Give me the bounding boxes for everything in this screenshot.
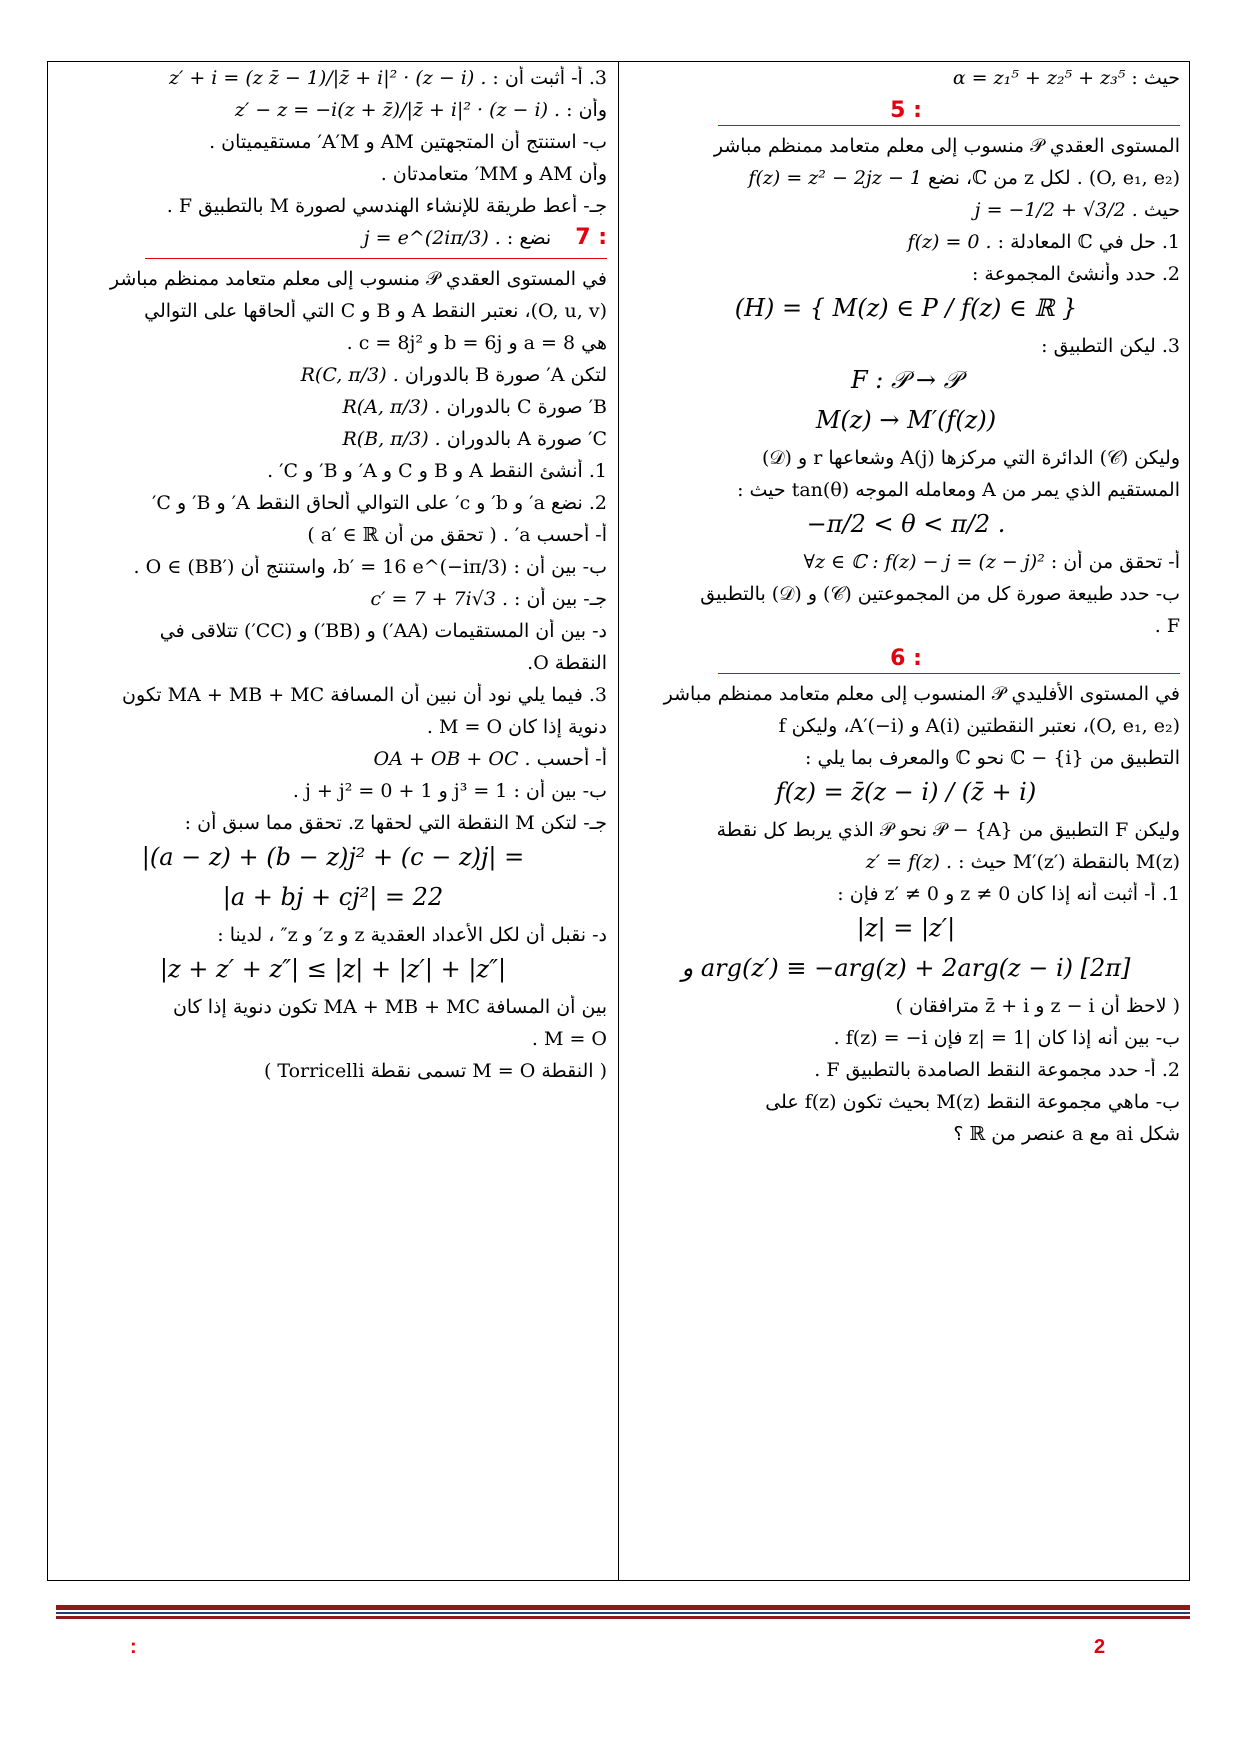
line-text: جـ- لتكن M النقطة التي لحقها z. تحقق مما سبق أن : xyxy=(184,812,607,834)
line-text: في المستوى الأفليدي 𝒫 المنسوب إلى معلم متعامد ممنظم مباشر xyxy=(663,683,1180,705)
line-text: وليكن F التطبيق من 𝒫 − {A} نحو 𝒫 الذي يربط كل نقطة xyxy=(716,819,1180,841)
line-text: أ- تحقق من أن : xyxy=(1050,551,1180,573)
line-text: 1. حل في ℂ المعادلة : xyxy=(997,231,1180,253)
text-line xyxy=(59,1059,607,1083)
line-text: نضع : xyxy=(506,227,552,249)
inline-formula: R(A, π/3) . xyxy=(342,396,441,418)
line-text: 3. فيما يلي نود أن نبين أن المسافة MA + MB + MC تكون xyxy=(122,684,607,706)
text-line xyxy=(59,299,607,323)
line-text: C′ صورة A بالدوران xyxy=(446,428,607,450)
inline-formula: R(B, π/3) . xyxy=(342,428,441,450)
line-text: ب- بين أن : b′ = 16 e^(−iπ/3)، واستنتج أن O ∈ (BB′) . xyxy=(133,556,607,578)
text-line xyxy=(59,619,607,643)
line-text: النقطة O. xyxy=(527,652,607,674)
line-text: (O, e₁, e₂) . لكل z من ℂ، نضع xyxy=(928,167,1180,189)
text-line xyxy=(632,1090,1180,1114)
display-formula: و arg(z′) ≡ −arg(z) + 2arg(z − i) [2π] xyxy=(681,954,1131,982)
exercise-rule xyxy=(145,258,607,259)
text-line xyxy=(632,850,1180,874)
inline-formula: ∀z ∈ ℂ : f(z) − j = (z − j)² xyxy=(803,551,1045,573)
text-line xyxy=(59,66,607,90)
exercise-rule xyxy=(718,125,1180,126)
line-text: (O, u, v)، نعتبر النقط A و B و C التي ألحاقها على التوالي xyxy=(144,300,607,322)
inline-formula: j = −1/2 + √3/2 . xyxy=(974,199,1138,221)
exercise-7-line xyxy=(59,226,607,250)
line-text: حيث xyxy=(1143,199,1180,221)
line-text: وليكن (𝒞) الدائرة التي مركزها A(j) وشعاعها r و (𝒟) xyxy=(761,447,1180,469)
line-text: B′ صورة C بالدوران xyxy=(446,396,607,418)
line-text: 2. نضع a′ و b′ و c′ على التوالي ألحاق النقط A′ و B′ و C′ xyxy=(152,492,607,514)
text-line xyxy=(632,262,1180,286)
line-text: وأن AM و MM′ متعامدتان . xyxy=(380,163,607,185)
text-line xyxy=(59,923,607,947)
display-formula: |(a − z) + (b − z)j² + (c − z)j| = xyxy=(141,843,525,871)
exercise-heading: : 6 xyxy=(890,646,922,671)
text-line xyxy=(632,1122,1180,1146)
text-line xyxy=(632,334,1180,358)
exercise-heading: : 5 xyxy=(890,98,922,123)
text-line xyxy=(632,1058,1180,1082)
text-line xyxy=(632,818,1180,842)
line-text: M = O . xyxy=(531,1028,607,1050)
text-line xyxy=(59,162,607,186)
text-line xyxy=(59,363,607,387)
text-line xyxy=(59,587,607,611)
text-line xyxy=(59,715,607,739)
line-text: 3. ليكن التطبيق : xyxy=(1041,335,1180,357)
text-line xyxy=(59,491,607,515)
display-formula: |z + z′ + z″| ≤ |z| + |z′| + |z″| xyxy=(159,955,507,983)
text-line xyxy=(632,446,1180,470)
inline-formula: z′ + i = (z z̄ − 1)/|z̄ + i|² · (z − i) . xyxy=(168,67,487,89)
line-text: (O, e₁, e₂)، نعتبر النقطتين A(i) و A′(−i)، وليكن f xyxy=(778,715,1180,737)
line-text: المستوى العقدي 𝒫 منسوب إلى معلم متعامد ممنظم مباشر xyxy=(713,135,1180,157)
display-formula: F : 𝒫 → 𝒫 xyxy=(851,366,961,394)
text-line xyxy=(59,747,607,771)
text-line xyxy=(59,331,607,355)
text-line xyxy=(59,130,607,154)
text-line xyxy=(59,395,607,419)
line-text: 2. أ- حدد مجموعة النقط الصامدة بالتطبيق F . xyxy=(814,1059,1180,1081)
display-formula: |z| = |z′| xyxy=(856,914,956,942)
line-text: جـ- بين أن : xyxy=(514,588,607,610)
text-line xyxy=(632,714,1180,738)
text-line xyxy=(59,555,607,579)
line-text: المستقيم الذي يمر من A ومعامله الموجه tan(θ) حيث : xyxy=(737,479,1180,501)
exercise-rule xyxy=(718,673,1180,674)
line-text: في المستوى العقدي 𝒫 منسوب إلى معلم متعامد ممنظم مباشر xyxy=(109,268,607,290)
text-line xyxy=(59,523,607,547)
line-text: ( النقطة M = O تسمى نقطة Torricelli ) xyxy=(263,1060,607,1082)
footer-colon: : xyxy=(130,1636,137,1658)
text-line xyxy=(632,230,1180,254)
text-line xyxy=(59,811,607,835)
text-line xyxy=(59,427,607,451)
inline-formula: z′ = f(z) . xyxy=(865,851,953,873)
line-text: ب- ماهي مجموعة النقط M(z) بحيث تكون f(z) على xyxy=(765,1091,1180,1113)
text-line xyxy=(59,267,607,291)
page-number: 2 xyxy=(1094,1636,1106,1658)
inline-formula: j = e^(2iπ/3) . xyxy=(363,227,501,249)
text-line xyxy=(632,682,1180,706)
line-text: M(z) بالنقطة M′(z′) حيث : xyxy=(958,851,1180,873)
text-line xyxy=(632,550,1180,574)
left-column xyxy=(55,66,611,1091)
footer-rule xyxy=(56,1605,1190,1610)
text-line xyxy=(632,614,1180,638)
footer-rule-bottom xyxy=(56,1616,1190,1619)
text-line xyxy=(59,1027,607,1051)
line-text: د- بين أن المستقيمات (AA′) و (BB′) و (CC′) تتلاقى في xyxy=(159,620,607,642)
line-text: لتكن A′ صورة B بالدوران xyxy=(404,364,607,386)
line-text: هي a = 8 و b = 6j و c = 8j² . xyxy=(346,332,607,354)
line-text: وأن : xyxy=(566,99,607,121)
text-line xyxy=(59,98,607,122)
text-line xyxy=(59,995,607,1019)
footer-rule-blue xyxy=(56,1612,1190,1614)
text-line xyxy=(59,194,607,218)
display-formula: (H) = { M(z) ∈ P / f(z) ∈ ℝ } xyxy=(734,294,1078,322)
line-text: 2. حدد وأنشئ المجموعة : xyxy=(971,263,1180,285)
text-line xyxy=(59,683,607,707)
line-text: التطبيق من ℂ − {i} نحو ℂ والمعرف بما يلي : xyxy=(805,747,1180,769)
text-line xyxy=(632,478,1180,502)
text-line xyxy=(632,746,1180,770)
line-text: د- نقبل أن لكل الأعداد العقدية z و z′ و z″ ، لدينا : xyxy=(217,924,607,946)
line-text: 1. أنشئ النقط A و B و C و A′ و B′ و C′ . xyxy=(267,460,607,482)
display-formula: |a + bj + cj²| = 22 xyxy=(222,883,444,911)
exercise-heading: : 7 xyxy=(575,226,607,250)
inline-formula: z′ − z = −i(z + z̄)/|z̄ + i|² · (z − i) . xyxy=(234,99,561,121)
line-text: حيث : xyxy=(1131,67,1180,89)
text-line xyxy=(632,166,1180,190)
text-line xyxy=(59,651,607,675)
inline-formula: f(z) = 0 . xyxy=(907,231,992,253)
line-text: أ- أحسب xyxy=(536,748,607,770)
text-line xyxy=(632,994,1180,1018)
text-line xyxy=(632,134,1180,158)
line-text: شكل ai مع a عنصر من ℝ ؟ xyxy=(953,1123,1180,1145)
line-text: 1. أ- أثبت أنه إذا كان z ≠ 0 و z′ ≠ 0 فإن : xyxy=(837,883,1180,905)
text-line xyxy=(632,198,1180,222)
display-formula: −π/2 < θ < π/2 . xyxy=(806,510,1006,538)
line-text: F . xyxy=(1154,615,1180,637)
inline-formula: c′ = 7 + 7i√3 . xyxy=(370,588,508,610)
line-text: ب- حدد طبيعة صورة كل من المجموعتين (𝒞) و (𝒟) بالتطبيق xyxy=(700,583,1180,605)
line-text: جـ- أعط طريقة للإنشاء الهندسي لصورة M بالتطبيق F . xyxy=(166,195,607,217)
line-text: ب- استنتج أن المتجهتين AM و A′M′ مستقيميتان . xyxy=(209,131,607,153)
line-text: ب- بين أن : j³ = 1 و 1 + j + j² = 0 . xyxy=(292,780,607,802)
line-text: ( لاحظ أن z − i و z̄ + i مترافقان ) xyxy=(895,995,1180,1017)
line-text: ب- بين أنه إذا كان |z| = 1 فإن f(z) = −i . xyxy=(833,1027,1180,1049)
inline-formula: α = z₁⁵ + z₂⁵ + z₃⁵ xyxy=(952,67,1126,89)
inline-formula: OA + OB + OC . xyxy=(373,748,531,770)
line-text: دنوية إذا كان M = O . xyxy=(426,716,607,738)
display-formula: f(z) = z̄(z − i) / (z̄ + i) xyxy=(775,778,1037,806)
inline-formula: f(z) = z² − 2jz − 1 xyxy=(748,167,922,189)
text-line xyxy=(632,882,1180,906)
line-text: 3. أ- أثبت أن : xyxy=(492,67,607,89)
text-line xyxy=(632,66,1180,90)
line-text: بين أن المسافة MA + MB + MC تكون دنوية إذا كان xyxy=(172,996,607,1018)
column-divider xyxy=(618,61,619,1581)
text-line xyxy=(59,779,607,803)
text-line xyxy=(632,1026,1180,1050)
text-line xyxy=(632,582,1180,606)
line-text: أ- أحسب a′ . ( تحقق من أن a′ ∈ ℝ ) xyxy=(307,524,607,546)
right-column xyxy=(628,66,1184,1154)
text-line xyxy=(59,459,607,483)
display-formula: M(z) → M′(f(z)) xyxy=(815,406,997,434)
inline-formula: R(C, π/3) . xyxy=(300,364,399,386)
